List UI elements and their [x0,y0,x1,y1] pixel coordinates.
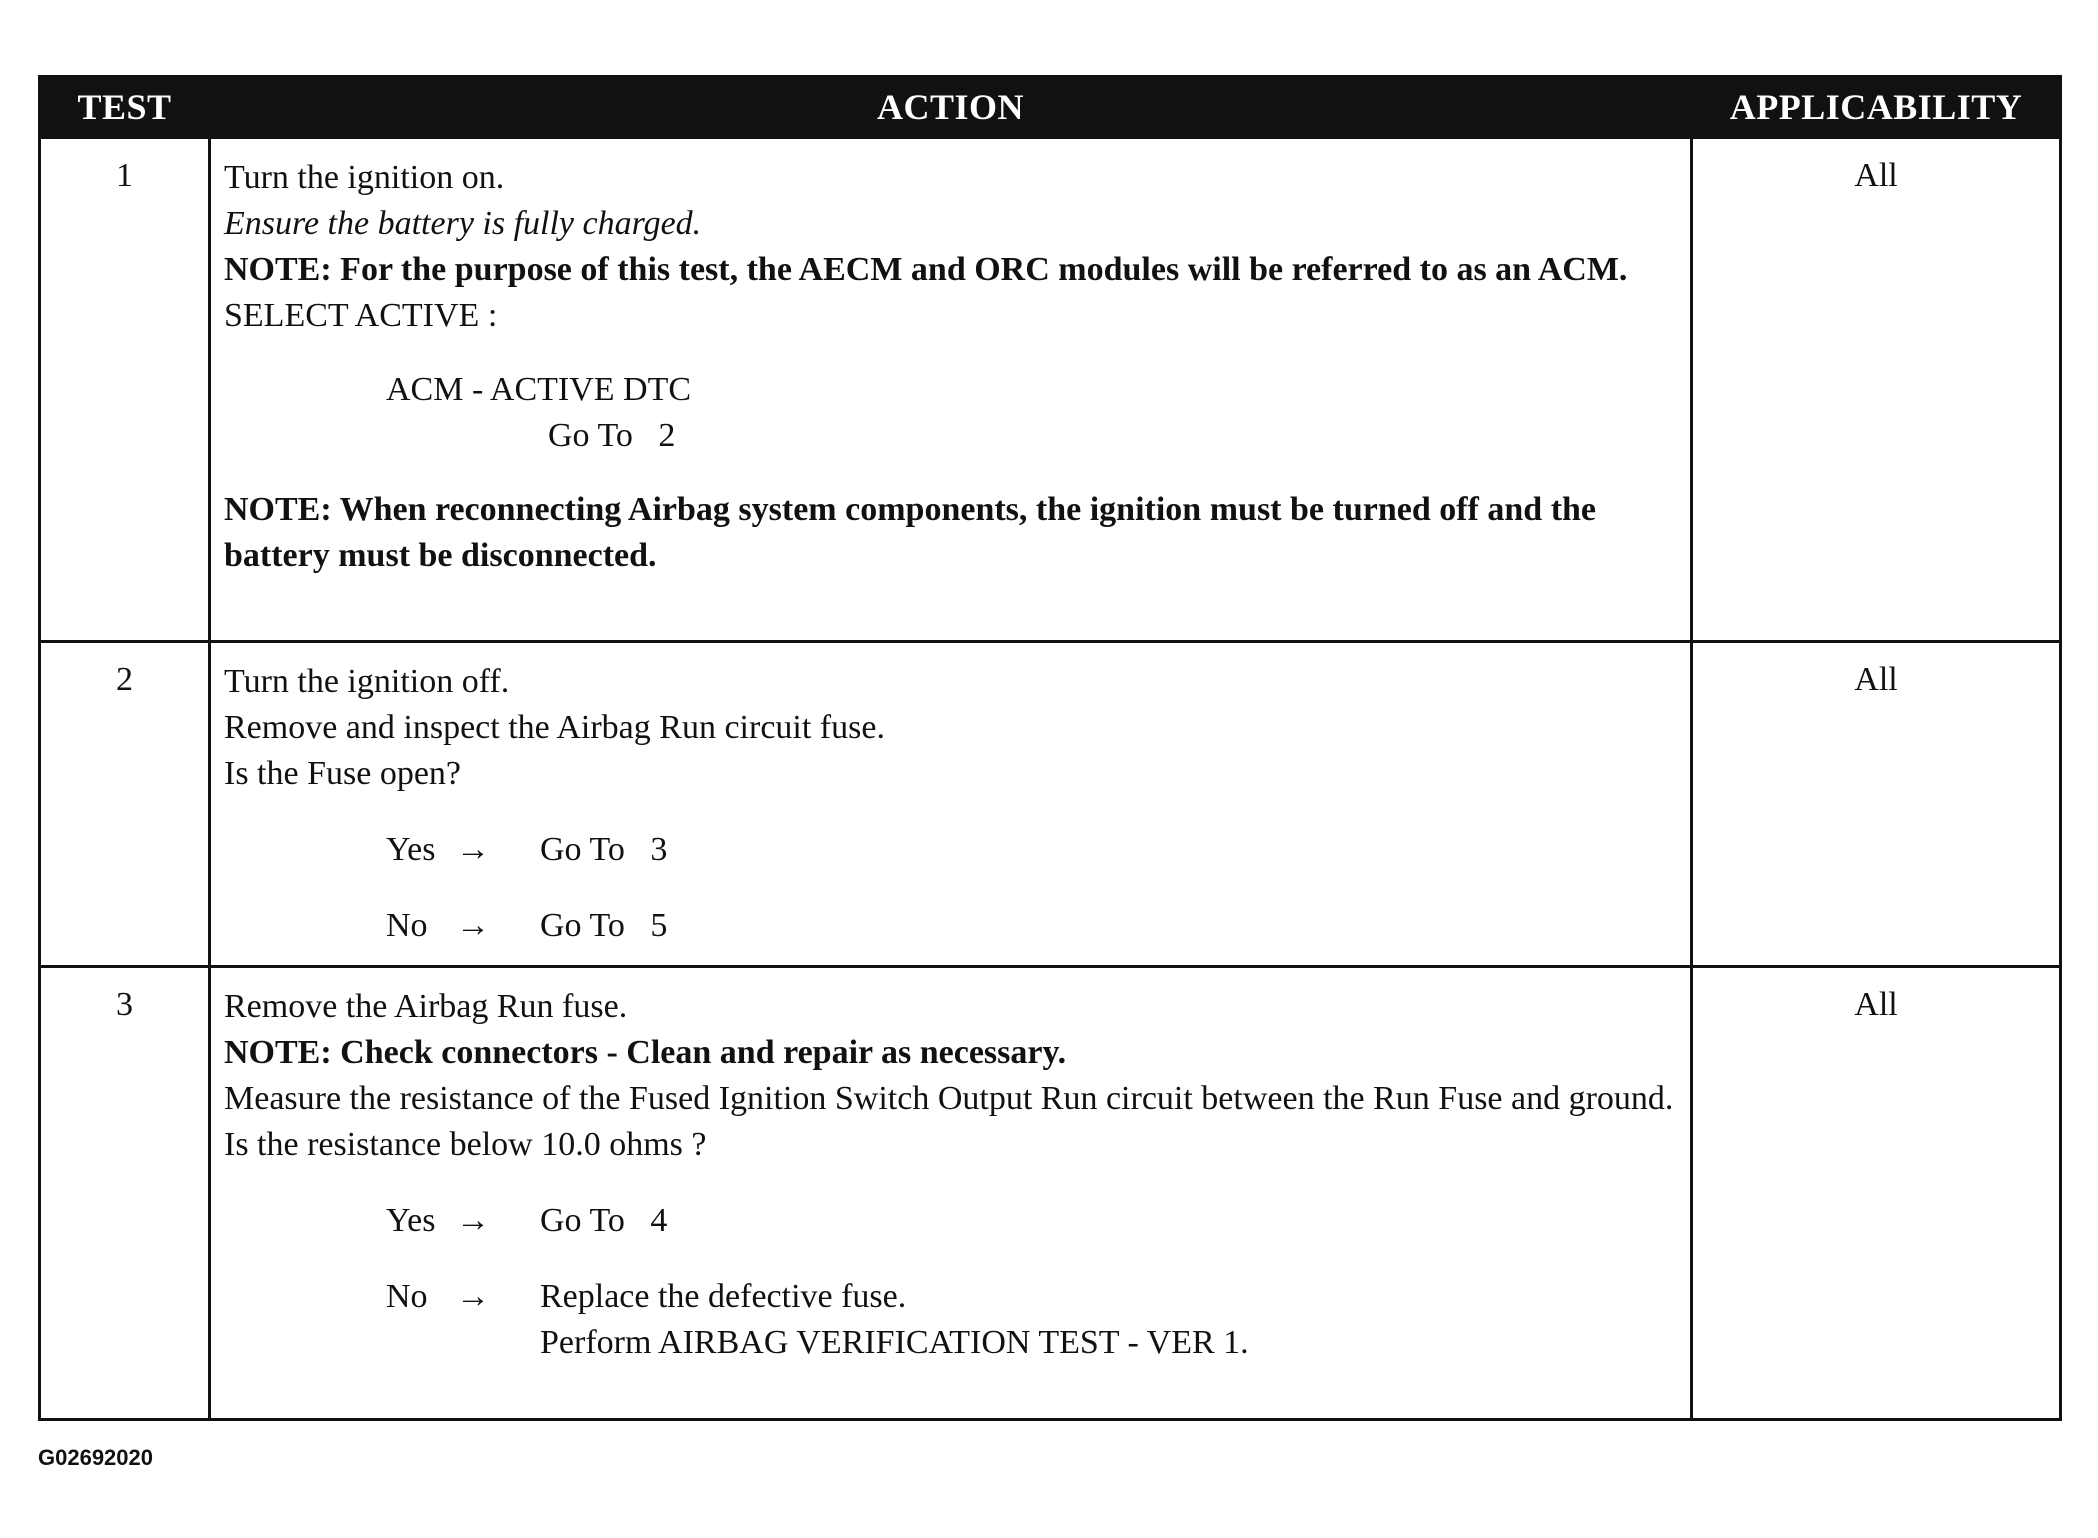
action-line: Remove and inspect the Airbag Run circuit fuse. [224,709,885,746]
action-cell [210,967,1692,1420]
header-applicability: APPLICABILITY [1692,77,2061,138]
note-text: NOTE: Check connectors - Clean and repair as necessary. [224,1034,1067,1071]
yes-label: Yes [386,1202,436,1239]
yes-branch [386,827,1680,873]
action-line: Turn the ignition off. [224,663,510,700]
action-line: Perform AIRBAG VERIFICATION TEST - VER 1. [540,1324,1249,1361]
table-row [40,138,2061,642]
no-action [540,1274,1680,1366]
note-text: NOTE: When reconnecting Airbag system components, the ignition must be turned off and the battery must be disconnected. [224,491,1597,574]
goto-link[interactable]: Go To 4 [540,1202,668,1239]
action-line: Turn the ignition on. [224,159,505,196]
applicability-value: All [1692,967,2061,1420]
no-branch [386,903,1680,949]
goto-link[interactable]: Go To 5 [540,907,668,944]
action-line: Measure the resistance of the Fused Ignition Switch Output Run circuit between the Run Fuse and ground. [224,1080,1674,1117]
no-label: No [386,907,428,944]
note-text: NOTE: For the purpose of this test, the AECM and ORC modules will be referred to as an ACM. [224,251,1628,288]
diagnostic-test-table [38,75,2062,1421]
goto-link[interactable]: Go To 2 [548,417,676,454]
yes-label: Yes [386,831,436,868]
yes-branch [386,1198,1680,1244]
table-row [40,642,2061,967]
select-option: ACM - ACTIVE DTC [386,371,692,408]
no-label: No [386,1278,428,1315]
action-line: SELECT ACTIVE : [224,297,498,334]
test-number: 1 [40,138,210,642]
figure-id: G02692020 [38,1445,153,1470]
action-cell [210,138,1692,642]
table-header-row [40,77,2061,138]
action-line: Is the resistance below 10.0 ohms ? [224,1126,707,1163]
applicability-value: All [1692,642,2061,967]
test-number: 2 [40,642,210,967]
select-option-block [386,367,1680,459]
action-line: Is the Fuse open? [224,755,462,792]
applicability-value: All [1692,138,2061,642]
action-line: Replace the defective fuse. [540,1278,907,1315]
goto-link[interactable]: Go To 3 [540,831,668,868]
arrow-right-icon: → [456,1278,490,1315]
action-cell [210,642,1692,967]
test-number: 3 [40,967,210,1420]
header-action: ACTION [210,77,1692,138]
arrow-right-icon: → [456,831,490,868]
table-row [40,967,2061,1420]
arrow-right-icon: → [456,907,490,944]
header-test: TEST [40,77,210,138]
action-line: Remove the Airbag Run fuse. [224,988,628,1025]
no-branch [386,1274,1680,1366]
arrow-right-icon: → [456,1202,490,1239]
action-line: Ensure the battery is fully charged. [224,205,702,242]
